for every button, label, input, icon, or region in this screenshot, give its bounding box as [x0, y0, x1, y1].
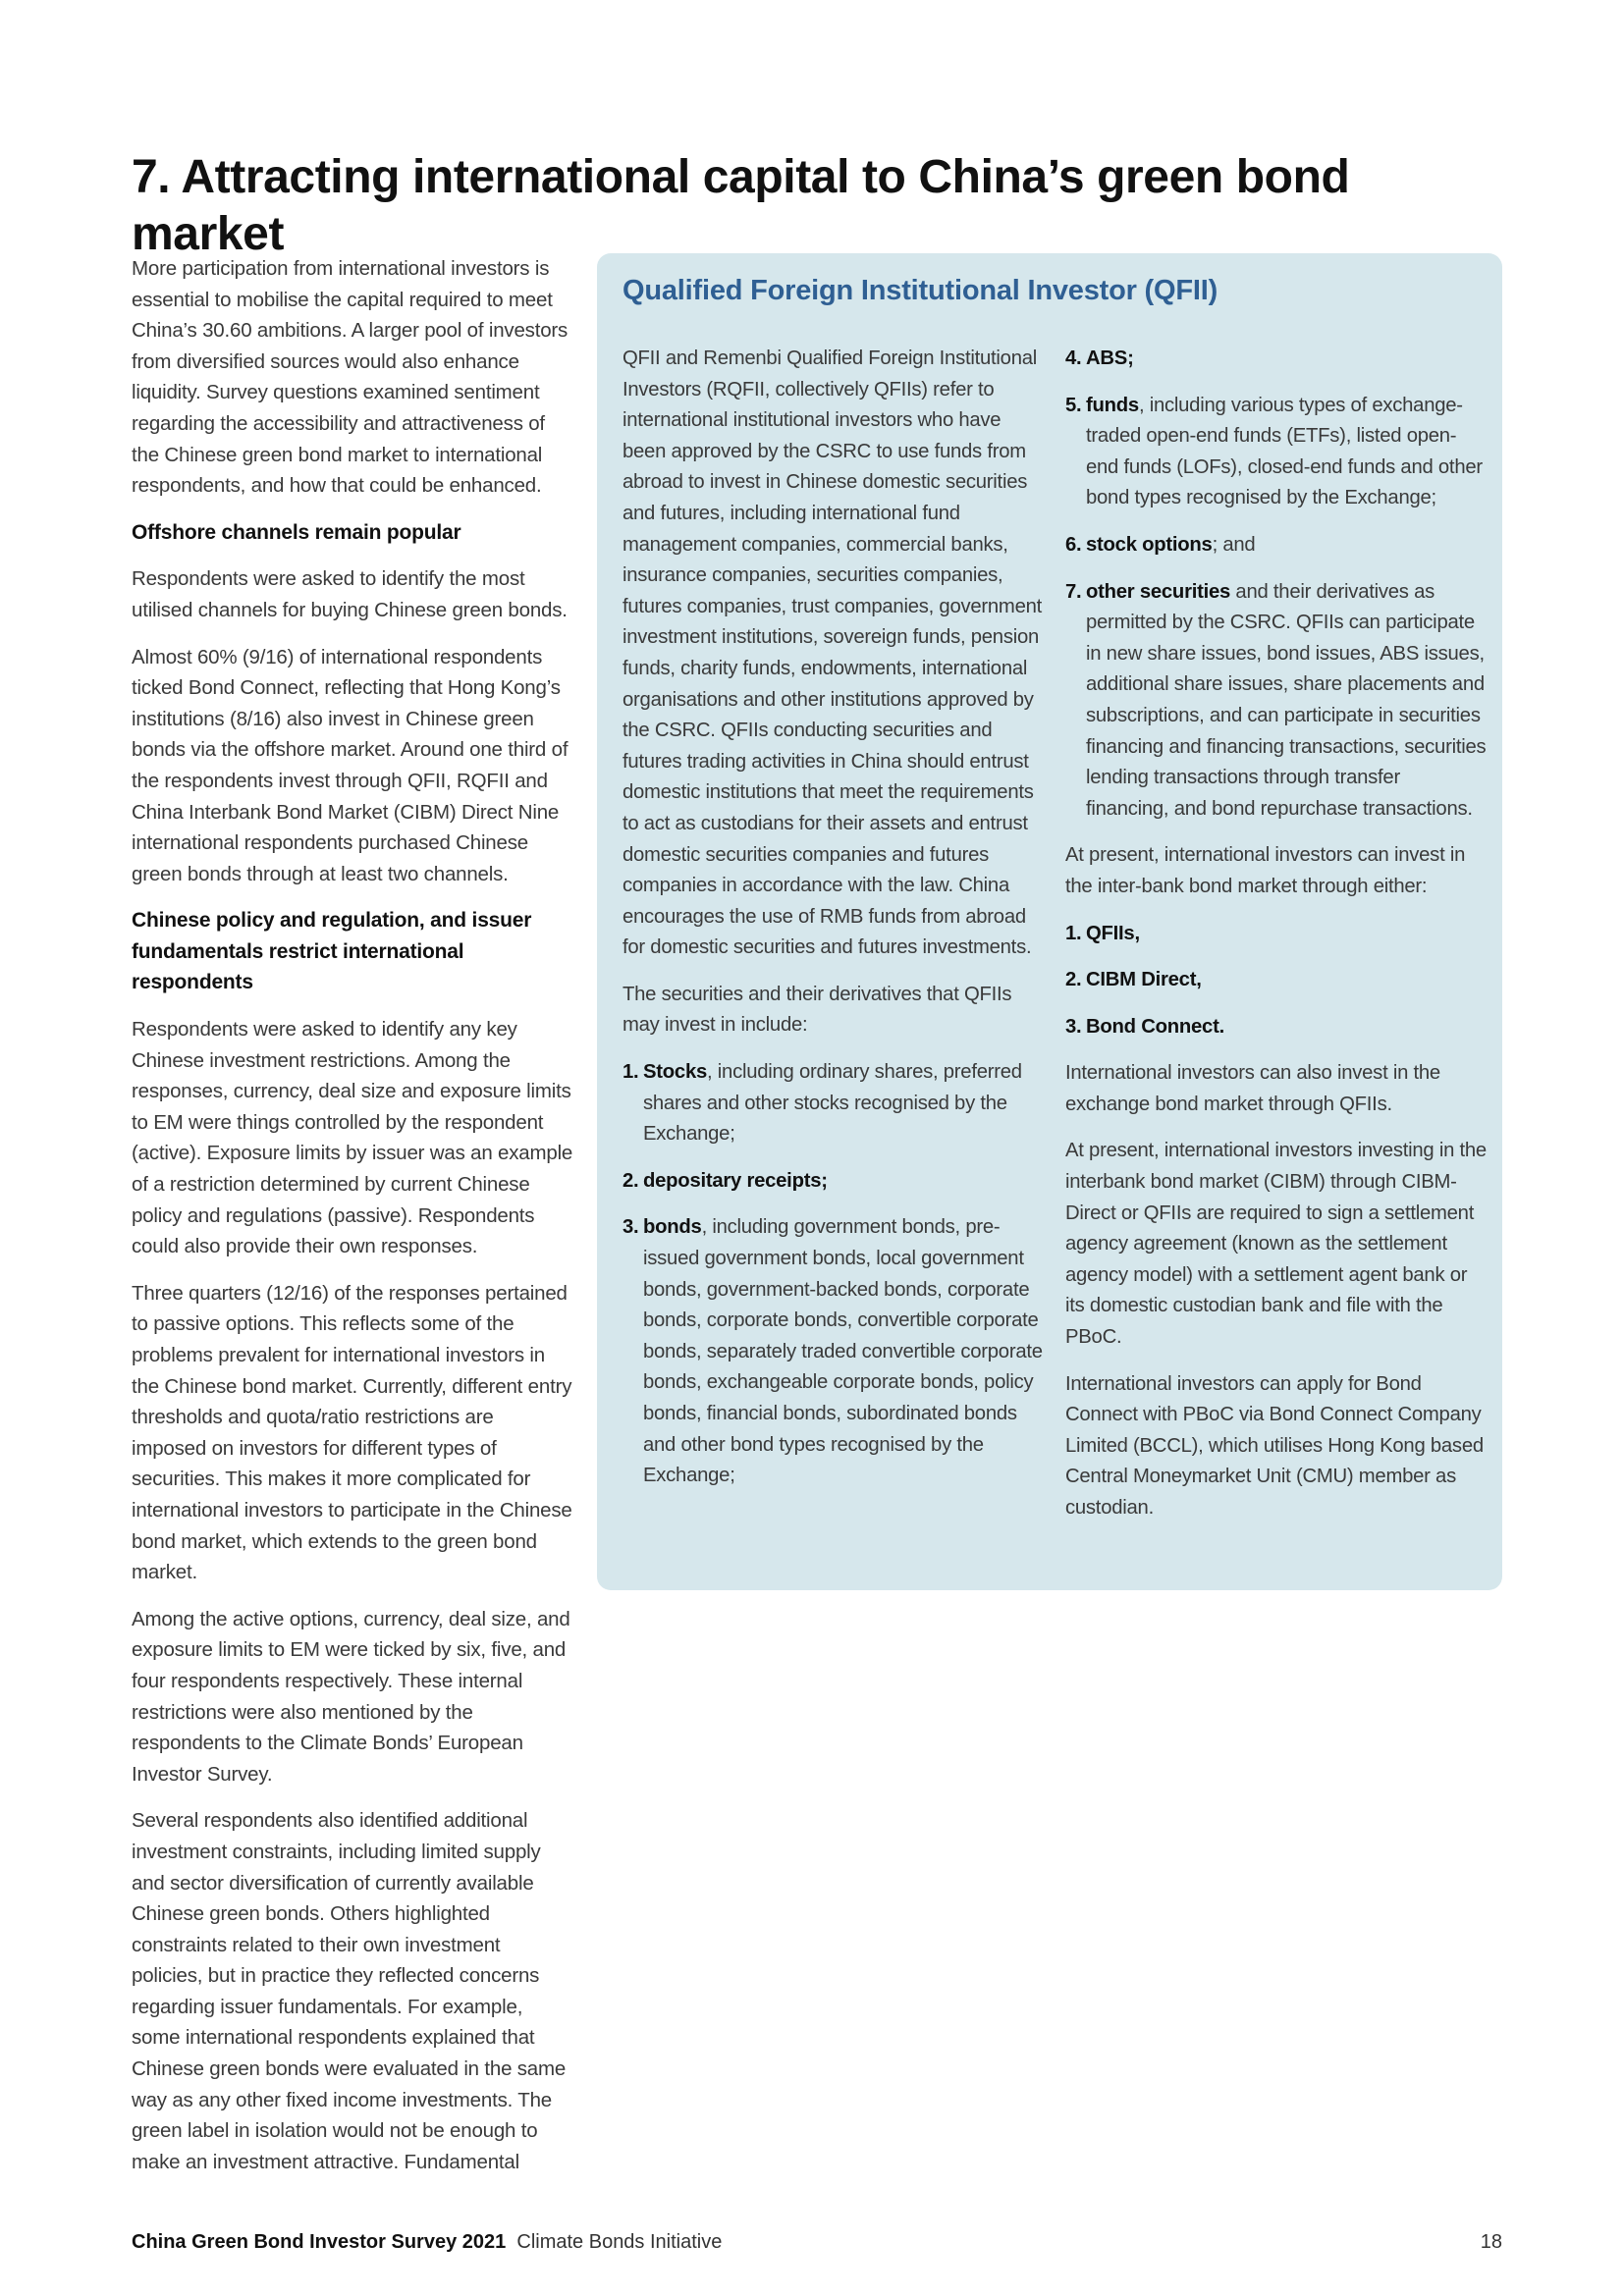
list-item-term: funds: [1086, 394, 1139, 416]
list-item-term: depositary receipts;: [643, 1169, 828, 1192]
list-number: 6.: [1065, 533, 1082, 556]
list-item-text: ; and: [1212, 533, 1256, 556]
paragraph: Respondents were asked to identify any key Chinese investment restrictions. Among the responses, currency, deal size and exposure limits to EM were things controlled by the respondent (active). Exposure limits by issuer was an example of a restriction determined by current Chinese policy and regulations (passive). Respondents could also provide their own responses.: [132, 1018, 573, 1258]
left-column: [132, 253, 573, 2193]
channel-label: CIBM Direct,: [1086, 969, 1202, 991]
list-item: [623, 1166, 1045, 1198]
list-item-text: and their derivatives as permitted by the CSRC. QFIIs can participate in new share issues, bond issues, ABS issues, additional share issues, share placements and subscriptions, and can participate in securities financing and financing transactions, securities lending transactions through transfer financing, and bond repurchase transactions.: [1086, 580, 1487, 820]
paragraph: Among the active options, currency, deal size, and exposure limits to EM were ticked by six, five, and four respondents respectively. These internal restrictions were also mentioned by the respondents to the Climate Bonds’ European Investor Survey.: [132, 1607, 570, 1786]
box-paragraph: International investors can also invest in the exchange bond market through QFIIs.: [1065, 1062, 1440, 1115]
section-heading-policy: Chinese policy and regulation, and issuer fundamentals restrict international respondents: [132, 909, 532, 994]
paragraph: Respondents were asked to identify the most utilised channels for buying Chinese green bonds.: [132, 567, 568, 621]
box-paragraph: At present, international investors investing in the interbank bond market (CIBM) through CIBM-Direct or QFIIs are required to sign a settlement agency agreement (known as the settlement agency model) with a settlement agent bank or its domestic custodian bank and file with the PBoC.: [1065, 1140, 1487, 1349]
list-item: [623, 1212, 1045, 1491]
box-column-left: [623, 344, 1045, 1508]
page-number: 18: [1480, 2231, 1502, 2253]
list-item-text: , including ordinary shares, preferred shares and other stocks recognised by the Exchange;: [643, 1061, 1022, 1146]
list-item: [623, 1057, 1045, 1150]
section-heading-offshore: Offshore channels remain popular: [132, 520, 461, 544]
list-number: 3.: [1065, 1015, 1082, 1038]
list-item: [1065, 1012, 1488, 1043]
channel-label: Bond Connect.: [1086, 1015, 1224, 1038]
qfii-info-box: [597, 253, 1502, 1590]
paragraph: Three quarters (12/16) of the responses pertained to passive options. This reflects some of the problems prevalent for international investors in the Chinese bond market. Currently, different entry thresholds and quota/ratio restrictions are imposed on investors for different types of securities. This makes it more complicated for international investors to participate in the Chinese bond market, which extends to the green bond market.: [132, 1281, 572, 1584]
box-paragraph: The securities and their derivatives that QFIIs may invest in include:: [623, 983, 1012, 1037]
list-item-term: ABS;: [1086, 347, 1134, 369]
list-number: 5.: [1065, 394, 1082, 416]
list-number: 2.: [1065, 969, 1082, 991]
list-number: 1.: [1065, 922, 1082, 944]
list-item: [1065, 919, 1488, 950]
list-number: 4.: [1065, 347, 1082, 369]
footer-report-title: China Green Bond Investor Survey 2021: [132, 2231, 507, 2253]
box-paragraph: International investors can apply for Bond Connect with PBoC via Bond Connect Company Limited (BCCL), which utilises Hong Kong based Central Moneymarket Unit (CMU) member as custodian.: [1065, 1372, 1484, 1519]
box-paragraph: At present, international investors can invest in the inter-bank bond market through either:: [1065, 844, 1466, 897]
channels-list: [1065, 919, 1488, 1043]
list-item-term: stock options: [1086, 533, 1213, 556]
list-item-text: , including various types of exchange-traded open-end funds (ETFs), listed open-end funds (LOFs), closed-end funds and other bond types recognised by the Exchange;: [1086, 394, 1483, 509]
page-title: 7. Attracting international capital to China’s green bond market: [132, 151, 1350, 260]
list-number: 3.: [623, 1216, 639, 1239]
list-item: [1065, 965, 1488, 996]
list-item: [1065, 344, 1488, 375]
page-footer: [132, 2231, 1502, 2254]
list-item-term: other securities: [1086, 580, 1231, 603]
channel-label: QFIIs,: [1086, 922, 1140, 944]
securities-list: [623, 1057, 1045, 1492]
list-item: [1065, 577, 1488, 826]
list-item: [1065, 530, 1488, 561]
list-item-text: , including government bonds, pre-issued government bonds, local government bonds, government-backed bonds, corporate bonds, corporate bonds, convertible corporate bonds, separately traded convertible corporate bonds, exchangeable corporate bonds, policy bonds, financial bonds, subordinated bonds and other bond types recognised by the Exchange;: [643, 1216, 1043, 1487]
paragraph: Almost 60% (9/16) of international respondents ticked Bond Connect, reflecting that Hong Kong’s institutions (8/16) also invest in Chinese green bonds via the offshore market. Around one third of the respondents invest through QFII, RQFII and China Interbank Bond Market (CIBM) Direct Nine international respondents purchased Chinese green bonds through at least two channels.: [132, 645, 568, 885]
intro-paragraph: More participation from international investors is essential to mobilise the capital required to meet China’s 30.60 ambitions. A larger pool of investors from diversified sources would also enhance liquidity. Survey questions examined sentiment regarding the accessibility and attractiveness of the Chinese green bond market to international respondents, and how that could be enhanced.: [132, 257, 568, 498]
list-number: 1.: [623, 1061, 639, 1084]
securities-list-continued: [1065, 344, 1488, 825]
list-item-term: Stocks: [643, 1061, 708, 1084]
box-column-right: [1065, 344, 1488, 1540]
list-item-term: bonds: [643, 1216, 702, 1239]
list-number: 2.: [623, 1169, 639, 1192]
box-title: Qualified Foreign Institutional Investor (QFII): [623, 275, 1218, 306]
footer-organisation: Climate Bonds Initiative: [516, 2231, 723, 2253]
box-paragraph: QFII and Remenbi Qualified Foreign Institutional Investors (RQFII, collectively QFIIs) refer to international institutional investors who have been approved by the CSRC to use funds from abroad to invest in Chinese domestic securities and futures, including international fund management companies, commercial banks, insurance companies, securities companies, futures companies, trust companies, government investment institutions, sovereign funds, pension funds, charity funds, endowments, international organisations and other institutions approved by the CSRC. QFIIs conducting securities and futures trading activities in China should entrust domestic institutions that meet the requirements to act as custodians for their assets and entrust domestic securities companies and futures companies in accordance with the law. China encourages the use of RMB funds from abroad for domestic securities and futures investments.: [623, 347, 1043, 959]
paragraph: Several respondents also identified additional investment constraints, including limited supply and sector diversification of currently available Chinese green bonds. Others highlighted constraints related to their own investment policies, but in practice they reflected concerns regarding issuer fundamentals. For example, some international respondents explained that Chinese green bonds were evaluated in the same way as any other fixed income investments. The green label in isolation would not be enough to make an investment attractive. Fundamental: [132, 1809, 567, 2173]
list-number: 7.: [1065, 580, 1082, 603]
list-item: [1065, 391, 1488, 514]
